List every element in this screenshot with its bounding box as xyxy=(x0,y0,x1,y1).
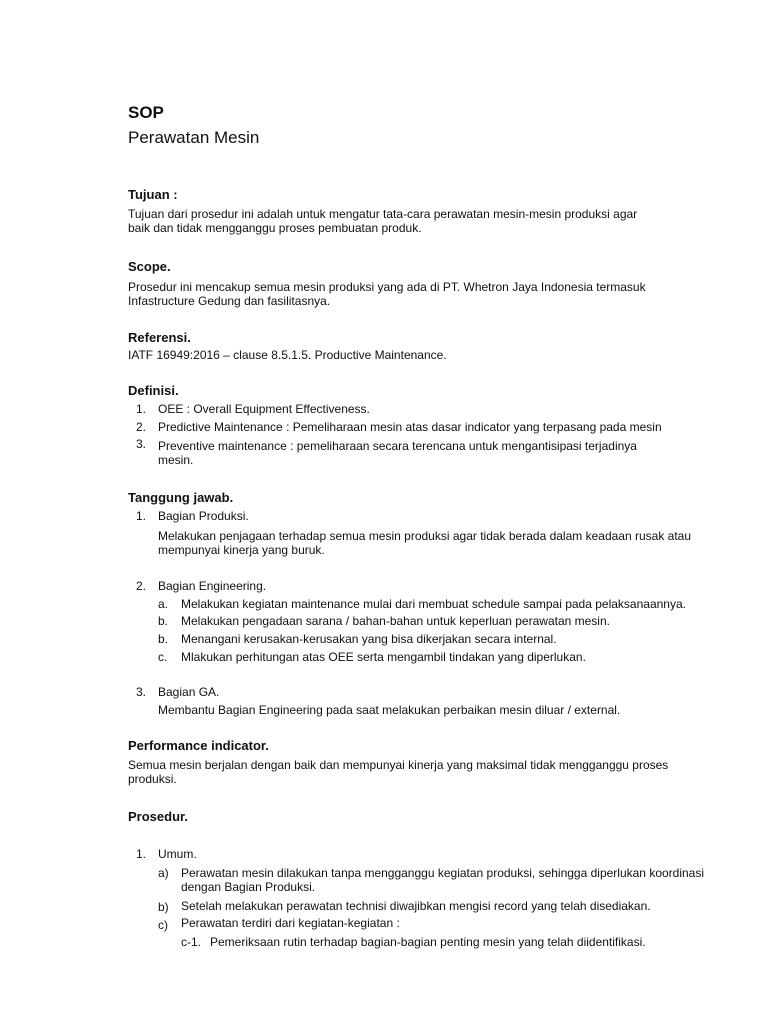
prosedur-letter-a: a) xyxy=(158,866,169,880)
tj-2-sub-a: Melakukan kegiatan maintenance mulai dari membuat schedule sampai pada pelaksanaannya. xyxy=(181,597,686,611)
definisi-num-3: 3. xyxy=(136,437,147,451)
prosedur-letter-b: b) xyxy=(158,900,169,914)
tj-2-sub-b2: Menangani kerusakan-kerusakan yang bisa dikerjakan secara internal. xyxy=(181,632,557,646)
definisi-item-3: Preventive maintenance : pemeliharaan secara terencana untuk mengantisipasi terjadinya xyxy=(158,439,637,453)
tj-2-letter-a: a. xyxy=(158,597,169,611)
tj-num-2: 2. xyxy=(136,579,147,593)
tj-2-letter-c: c. xyxy=(158,650,168,664)
section-heading-scope: Scope. xyxy=(128,259,171,274)
tj-label-3: Bagian GA. xyxy=(158,685,220,699)
prosedur-c1-text: Pemeriksaan rutin terhadap bagian-bagian penting mesin yang telah diidentifikasi. xyxy=(210,935,646,949)
section-heading-tujuan: Tujuan : xyxy=(128,187,178,202)
definisi-num-1: 1. xyxy=(136,402,147,416)
section-heading-tanggung-jawab: Tanggung jawab. xyxy=(128,490,234,505)
prosedur-num-1: 1. xyxy=(136,847,147,861)
tj-1-line-1: Melakukan penjagaan terhadap semua mesin produksi agar tidak berada dalam keadaan rusak atau xyxy=(158,529,692,543)
tj-label-1: Bagian Produksi. xyxy=(158,509,249,523)
prosedur-letter-c: c) xyxy=(158,918,168,932)
performance-line-2: produksi. xyxy=(128,772,177,786)
section-heading-definisi: Definisi. xyxy=(128,383,179,398)
tj-num-1: 1. xyxy=(136,509,147,523)
prosedur-sub-a-line-1: Perawatan mesin dilakukan tanpa mengganggu kegiatan produksi, sehingga diperlukan koordinasi xyxy=(181,866,705,880)
tj-2-letter-b2: b. xyxy=(158,632,169,646)
tj-2-letter-b: b. xyxy=(158,614,169,628)
tj-1-line-2: mempunyai kinerja yang buruk. xyxy=(158,543,325,557)
tujuan-line-2: baik dan tidak mengganggu proses pembuatan produk. xyxy=(128,221,422,235)
section-heading-performance: Performance indicator. xyxy=(128,738,269,753)
prosedur-sub-c-line-1: Perawatan terdiri dari kegiatan-kegiatan : xyxy=(181,916,400,930)
tj-2-sub-b: Melakukan pengadaan sarana / bahan-bahan untuk keperluan perawatan mesin. xyxy=(181,614,610,628)
tj-3-line-1: Membantu Bagian Engineering pada saat melakukan perbaikan mesin diluar / external. xyxy=(158,703,621,717)
scope-line-2: Infastructure Gedung dan fasilitasnya. xyxy=(128,294,331,308)
prosedur-sub-a-line-2: dengan Bagian Produksi. xyxy=(181,880,316,894)
prosedur-sub-b-line-1: Setelah melakukan perawatan technisi diwajibkan mengisi record yang telah disediakan. xyxy=(181,899,651,913)
definisi-num-2: 2. xyxy=(136,420,147,434)
tj-num-3: 3. xyxy=(136,685,147,699)
definisi-item-1: OEE : Overall Equipment Effectiveness. xyxy=(158,402,370,416)
scope-line-1: Prosedur ini mencakup semua mesin produksi yang ada di PT. Whetron Jaya Indonesia termasuk xyxy=(128,280,646,294)
doc-subtitle: Perawatan Mesin xyxy=(128,128,260,147)
referensi-line-1: IATF 16949:2016 – clause 8.5.1.5. Productive Maintenance. xyxy=(128,348,447,362)
tujuan-line-1: Tujuan dari prosedur ini adalah untuk mengatur tata-cara perawatan mesin-mesin produksi agar xyxy=(128,207,638,221)
definisi-item-2: Predictive Maintenance : Pemeliharaan mesin atas dasar indicator yang terpasang pada mesin xyxy=(158,420,662,434)
performance-line-1: Semua mesin berjalan dengan baik dan mempunyai kinerja yang maksimal tidak mengganggu proses xyxy=(128,758,669,772)
prosedur-c1-num: c-1. xyxy=(181,935,202,949)
tj-label-2: Bagian Engineering. xyxy=(158,579,267,593)
definisi-item-3-cont: mesin. xyxy=(158,453,194,467)
prosedur-label-1: Umum. xyxy=(158,847,197,861)
section-heading-referensi: Referensi. xyxy=(128,330,191,345)
section-heading-prosedur: Prosedur. xyxy=(128,809,188,824)
doc-title: SOP xyxy=(128,103,164,122)
tj-2-sub-c: Mlakukan perhitungan atas OEE serta mengambil tindakan yang diperlukan. xyxy=(181,650,586,664)
